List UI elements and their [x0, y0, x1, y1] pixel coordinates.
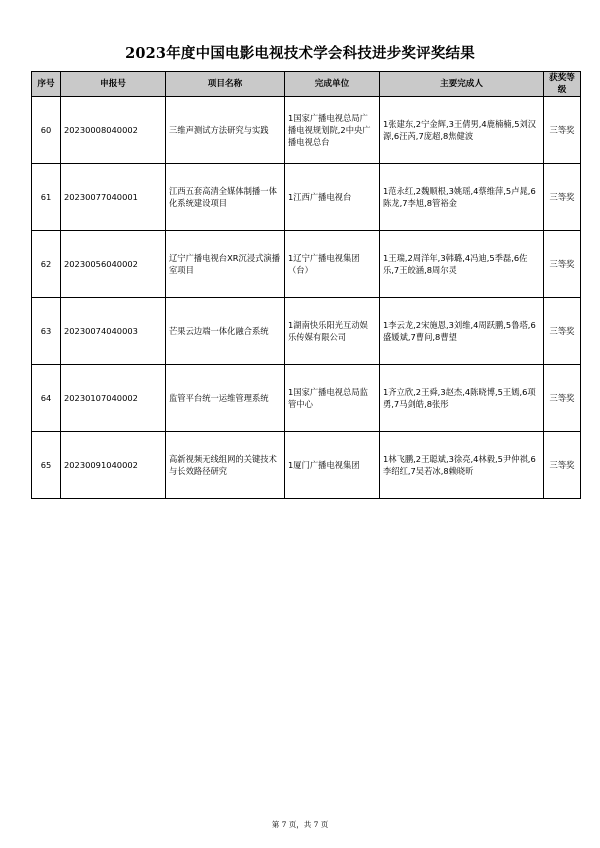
- awards-table: [31, 71, 581, 499]
- cell-award-level: 三等奖: [544, 97, 581, 164]
- cell-contributors: 1李云龙,2宋施恩,3刘维,4周跃鹏,5鲁塔,6盛媛斌,7曹问,8曹望: [380, 298, 544, 365]
- header-project-name: 项目名称: [166, 72, 285, 97]
- table-row: [32, 298, 581, 365]
- cell-contributors: 1范永红,2魏顺根,3姚瑶,4蔡维萍,5卢晁,6陈龙,7李旭,8管裕金: [380, 164, 544, 231]
- cell-organization: 1国家广播电视总局广播电视规划院,2中央广播电视总台: [285, 97, 380, 164]
- cell-contributors: 1张建东,2宁金辉,3王倩男,4鹿楠楠,5刘汉源,6汪芮,7庞超,8焦健波: [380, 97, 544, 164]
- cell-award-level: 三等奖: [544, 164, 581, 231]
- cell-contributors: 1王瑞,2周洋年,3韩璐,4冯迪,5季磊,6佐乐,7王皎涵,8周尔灵: [380, 231, 544, 298]
- page-title: 2023年度中国电影电视技术学会科技进步奖评奖结果: [125, 45, 475, 62]
- cell-application-number: 20230107040002: [61, 365, 166, 432]
- cell-contributors: 1林飞鹏,2王聪斌,3徐亮,4林毅,5尹仲祺,6李绍红,7吴若冰,8赖晓昕: [380, 432, 544, 499]
- cell-project-name: 三维声测试方法研究与实践: [166, 97, 285, 164]
- table-row: [32, 432, 581, 499]
- cell-organization: 1湖南快乐阳光互动娱乐传媒有限公司: [285, 298, 380, 365]
- table-row: [32, 97, 581, 164]
- header-application-number: 申报号: [61, 72, 166, 97]
- table-row: [32, 164, 581, 231]
- table-row: [32, 231, 581, 298]
- cell-organization: 1厦门广播电视集团: [285, 432, 380, 499]
- cell-no: 65: [32, 432, 61, 499]
- cell-application-number: 20230008040002: [61, 97, 166, 164]
- cell-project-name: 高新视频无线组网的关键技术与长效路径研究: [166, 432, 285, 499]
- cell-award-level: 三等奖: [544, 298, 581, 365]
- cell-organization: 1国家广播电视总局监管中心: [285, 365, 380, 432]
- cell-organization: 1辽宁广播电视集团（台）: [285, 231, 380, 298]
- cell-no: 62: [32, 231, 61, 298]
- cell-award-level: 三等奖: [544, 432, 581, 499]
- header-no: 序号: [32, 72, 61, 97]
- cell-no: 60: [32, 97, 61, 164]
- cell-project-name: 芒果云边端一体化融合系统: [166, 298, 285, 365]
- cell-no: 63: [32, 298, 61, 365]
- table-row: [32, 365, 581, 432]
- header-organization: 完成单位: [285, 72, 380, 97]
- cell-application-number: 20230056040002: [61, 231, 166, 298]
- page-footer: 第 7 页，共 7 页: [271, 820, 329, 829]
- table-header-row: [32, 72, 581, 97]
- header-award-level: 获奖等级: [544, 72, 581, 97]
- cell-no: 61: [32, 164, 61, 231]
- cell-award-level: 三等奖: [544, 365, 581, 432]
- header-contributors: 主要完成人: [380, 72, 544, 97]
- cell-application-number: 20230091040002: [61, 432, 166, 499]
- cell-contributors: 1齐立欣,2王舜,3赵杰,4陈晓博,5王嫣,6项勇,7马剑皓,8张彤: [380, 365, 544, 432]
- cell-project-name: 辽宁广播电视台XR沉浸式演播室项目: [166, 231, 285, 298]
- cell-no: 64: [32, 365, 61, 432]
- cell-application-number: 20230074040003: [61, 298, 166, 365]
- cell-project-name: 江西五套高清全媒体制播一体化系统建设项目: [166, 164, 285, 231]
- cell-project-name: 监管平台统一运维管理系统: [166, 365, 285, 432]
- cell-application-number: 20230077040001: [61, 164, 166, 231]
- cell-award-level: 三等奖: [544, 231, 581, 298]
- cell-organization: 1江西广播电视台: [285, 164, 380, 231]
